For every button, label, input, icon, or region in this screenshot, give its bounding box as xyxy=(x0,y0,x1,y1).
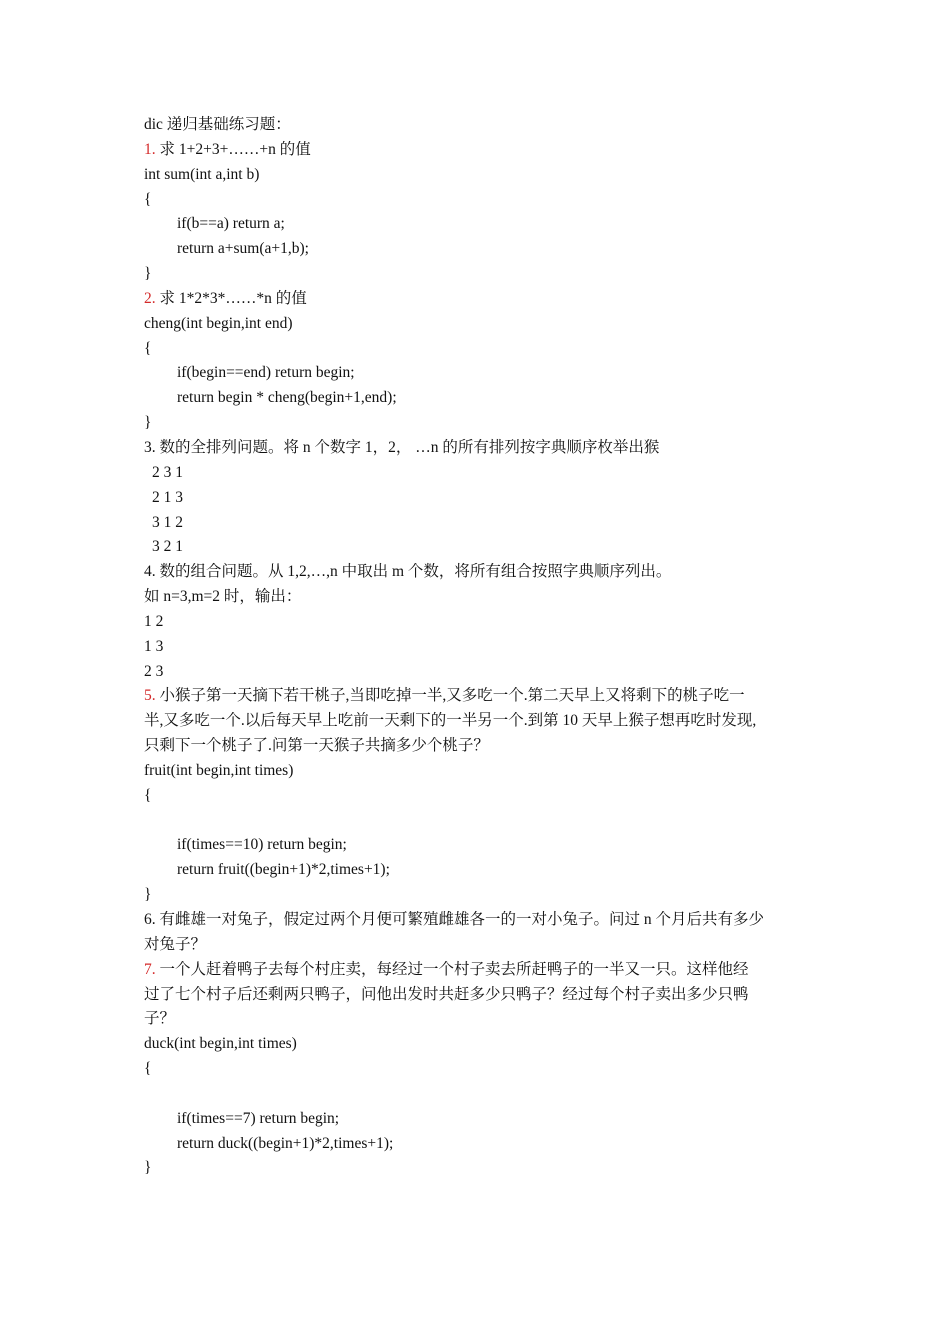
output-line: 1 2 xyxy=(144,612,164,630)
blank-line xyxy=(144,809,814,834)
code-line: if(times==10) return begin; xyxy=(177,836,347,854)
problem-5-text: 小猴子第一天摘下若干桃子,当即吃掉一半,又多吃一个.第二天早上又将剩下的桃子吃一 xyxy=(159,687,745,705)
problem-1-heading xyxy=(144,138,814,163)
problem-1-number: 1. xyxy=(144,140,156,158)
code-line: return duck((begin+1)*2,times+1); xyxy=(177,1134,394,1152)
problem-2-text: 求 1*2*3*……*n 的值 xyxy=(159,289,307,307)
problem-4-number: 4. xyxy=(144,563,156,581)
code-line: { xyxy=(144,339,152,357)
code-line: if(times==7) return begin; xyxy=(177,1109,340,1127)
problem-5-heading xyxy=(144,684,814,709)
code-line: return fruit((begin+1)*2,times+1); xyxy=(177,861,390,879)
code-line: { xyxy=(144,1060,152,1078)
code-line: return begin * cheng(begin+1,end); xyxy=(177,389,397,407)
code-line: } xyxy=(144,265,152,283)
output-line: 3 2 1 xyxy=(152,538,183,556)
problem-4-heading xyxy=(144,560,814,585)
problem-7-number: 7. xyxy=(144,960,156,978)
code-line: { xyxy=(144,190,152,208)
code-line: fruit(int begin,int times) xyxy=(144,761,294,779)
code-line: cheng(int begin,int end) xyxy=(144,314,293,332)
problem-4-text: 数的组合问题。从 1,2,…,n 中取出 m 个数，将所有组合按照字典顺序列出。 xyxy=(159,563,672,581)
problem-3-text: 数的全排列问题。将 n 个数字 1，2， …n 的所有排列按字典顺序枚举出猴 xyxy=(159,438,660,456)
problem-6-text-cont: 对兔子？ xyxy=(144,935,207,953)
problem-5-text-cont: 半,又多吃一个.以后每天早上吃前一天剩下的一半另一个.到第 10 天早上猴子想再吃时发现, xyxy=(144,712,757,730)
code-line: } xyxy=(144,1159,152,1177)
problem-7-text-cont: 子？ xyxy=(144,1010,176,1028)
output-line: 2 3 1 xyxy=(152,463,183,481)
problem-5-number: 5. xyxy=(144,687,156,705)
problem-4-example: 如 n=3,m=2 时，输出： xyxy=(144,588,302,606)
code-line: { xyxy=(144,786,152,804)
code-line: if(begin==end) return begin; xyxy=(177,364,355,382)
output-line: 2 1 3 xyxy=(152,488,183,506)
problem-3-heading xyxy=(144,436,814,461)
document-title: dic 递归基础练习题： xyxy=(144,116,291,133)
problem-3-number: 3. xyxy=(144,438,156,456)
code-line: if(b==a) return a; xyxy=(177,215,285,233)
problem-6-heading xyxy=(144,908,814,933)
code-line: int sum(int a,int b) xyxy=(144,165,260,183)
output-line: 3 1 2 xyxy=(152,513,183,531)
code-line: } xyxy=(144,414,152,432)
problem-6-text: 有雌雄一对兔子，假定过两个月便可繁殖雌雄各一的一对小兔子。问过 n 个月后共有多少 xyxy=(159,911,765,928)
problem-7-heading xyxy=(144,958,814,983)
code-line: return a+sum(a+1,b); xyxy=(177,240,309,258)
output-line: 2 3 xyxy=(144,662,164,680)
problem-2-number: 2. xyxy=(144,289,156,307)
code-line: } xyxy=(144,886,152,904)
problem-6-number: 6. xyxy=(144,911,156,928)
blank-line xyxy=(144,1082,814,1107)
document-body xyxy=(144,113,814,1181)
code-line: duck(int begin,int times) xyxy=(144,1035,297,1053)
output-line: 1 3 xyxy=(144,637,164,655)
problem-5-text-cont: 只剩下一个桃子了.问第一天猴子共摘多少个桃子？ xyxy=(144,737,489,755)
problem-1-text: 求 1+2+3+……+n 的值 xyxy=(159,140,311,158)
problem-2-heading xyxy=(144,287,814,312)
problem-7-text: 一个人赶着鸭子去每个村庄卖，每经过一个村子卖去所赶鸭子的一半又一只。这样他经 xyxy=(159,960,749,978)
problem-7-text-cont: 过了七个村子后还剩两只鸭子，问他出发时共赶多少只鸭子？经过每个村子卖出多少只鸭 xyxy=(144,985,749,1003)
